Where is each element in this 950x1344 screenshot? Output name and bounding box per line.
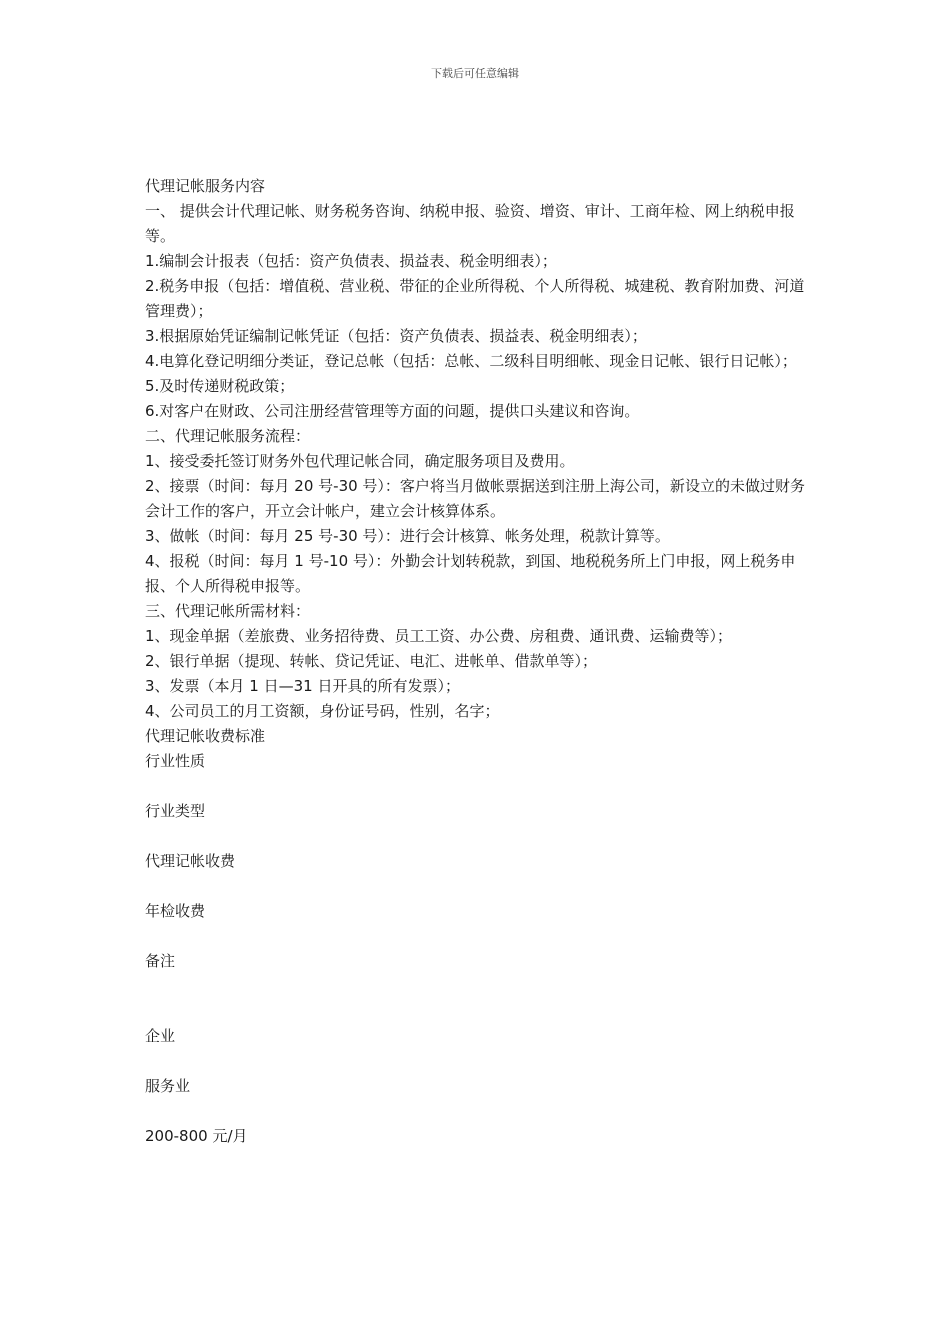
- fee-title: 代理记帐收费标准: [145, 727, 266, 745]
- section1-item: 3.根据原始凭证编制记帐凭证（包括：资产负债表、损益表、税金明细表）；: [145, 327, 647, 345]
- section3-heading: 三、代理记帐所需材料：: [145, 602, 311, 620]
- fee-table-header: 行业性质: [145, 752, 206, 770]
- section1-heading: 一、 提供会计代理记帐、财务税务咨询、纳税申报、验资、增资、审计、工商年检、网上纳税申报等。: [145, 202, 795, 245]
- fee-table-cell: 200-800 元/月: [145, 1127, 248, 1145]
- section3-item: 1、现金单据（差旅费、业务招待费、员工工资、办公费、房租费、通讯费、运输费等）；: [145, 627, 733, 645]
- section1-item: 4.电算化登记明细分类证，登记总帐（包括：总帐、二级科目明细帐、现金日记帐、银行日记帐）；: [145, 352, 797, 370]
- section3-item: 3、发票（本月 1 日—31 日开具的所有发票）；: [145, 677, 460, 695]
- section1-item: 2.税务申报（包括：增值税、营业税、带征的企业所得税、个人所得税、城建税、教育附加费、河道管理费）；: [145, 277, 805, 320]
- section2-heading: 二、代理记帐服务流程：: [145, 427, 311, 445]
- fee-table-header: 行业类型: [145, 802, 206, 820]
- fee-table-header: 年检收费: [145, 902, 206, 920]
- section2-item: 1、接受委托签订财务外包代理记帐合同，确定服务项目及费用。: [145, 452, 575, 470]
- section1-item: 6.对客户在财政、公司注册经营管理等方面的问题，提供口头建议和咨询。: [145, 402, 640, 420]
- section2-item: 2、接票（时间：每月 20 号-30 号）：客户将当月做帐票据送到注册上海公司，新设立的未做过财务会计工作的客户，开立会计帐户，建立会计核算体系。: [145, 477, 805, 520]
- page-header-note: 下载后可任意编辑: [431, 67, 519, 80]
- fee-table-header: 代理记帐收费: [145, 852, 236, 870]
- section3-item: 2、银行单据（提现、转帐、贷记凭证、电汇、进帐单、借款单等）；: [145, 652, 598, 670]
- fee-table-cell: 服务业: [145, 1077, 191, 1095]
- fee-table-header: 备注: [145, 952, 176, 970]
- section2-item: 3、做帐（时间：每月 25 号-30 号）：进行会计核算、帐务处理，税款计算等。: [145, 527, 670, 545]
- section1-item: 1.编制会计报表（包括：资产负债表、损益表、税金明细表）；: [145, 252, 557, 270]
- document-body: [145, 174, 810, 1174]
- fee-table-cell: 企业: [145, 1027, 176, 1045]
- section2-item: 4、报税（时间：每月 1 号-10 号）：外勤会计划转税款，到国、地税税务所上门申报，网上税务申报、个人所得税申报等。: [145, 552, 796, 595]
- table-row-spacer: [145, 999, 810, 1024]
- section1-item: 5.及时传递财税政策；: [145, 377, 295, 395]
- fee-table: [145, 749, 810, 1149]
- section3-item: 4、公司员工的月工资额，身份证号码，性别，名字；: [145, 702, 500, 720]
- document-title: 代理记帐服务内容: [145, 177, 266, 195]
